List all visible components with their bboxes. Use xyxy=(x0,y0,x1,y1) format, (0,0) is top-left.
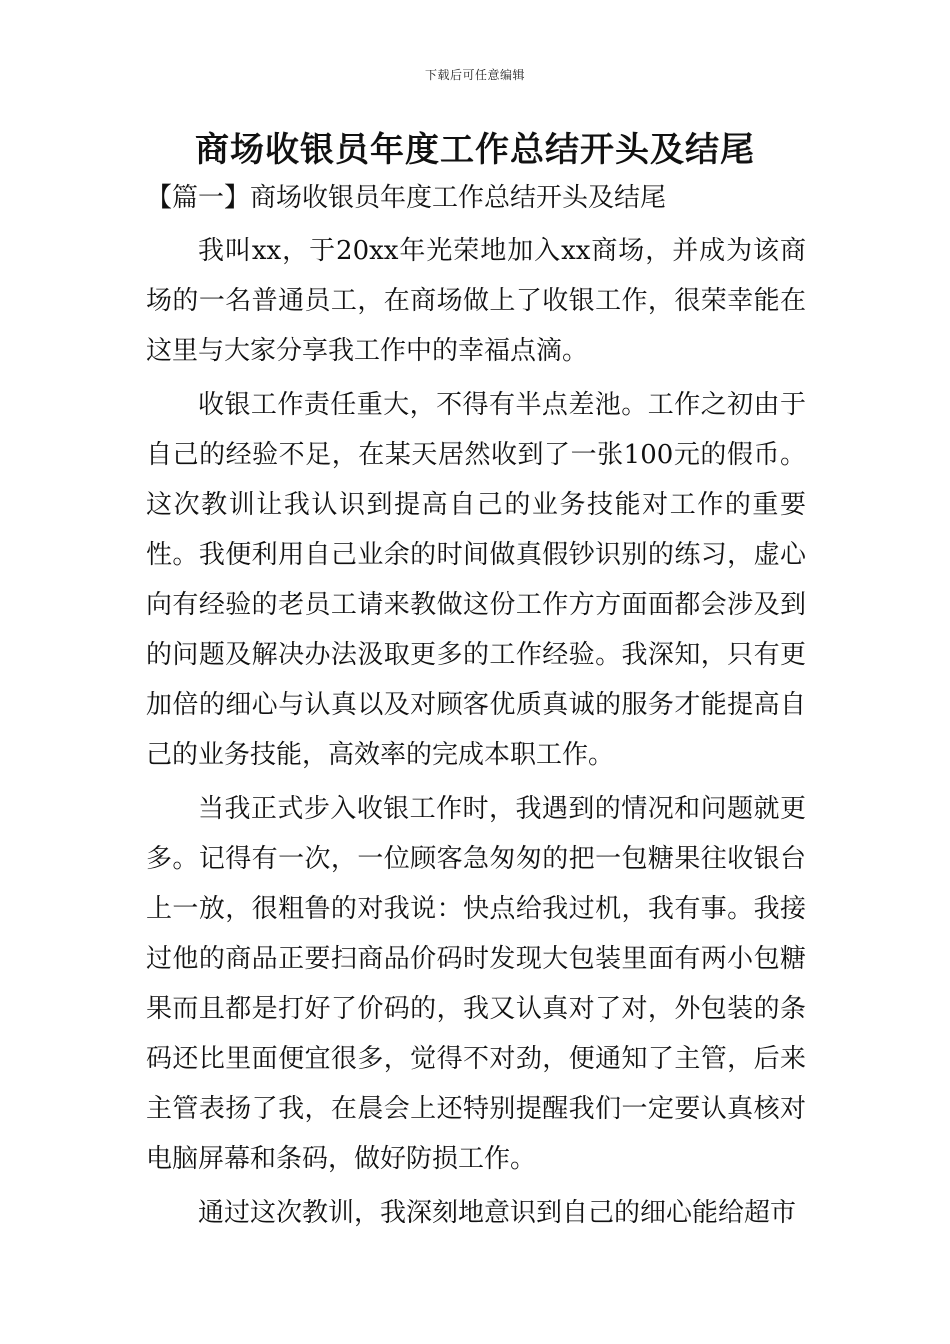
document-title: 商场收银员年度工作总结开头及结尾 xyxy=(195,130,755,170)
body-text xyxy=(146,226,806,1242)
paragraph: 通过这次教训，我深刻地意识到自己的细心能给超市 xyxy=(198,1198,797,1228)
paragraph: 我叫xx，于20xx年光荣地加入xx商场，并成为该商场的一名普通员工，在商场做上了收银工作，很荣幸能在这里与大家分享我工作中的幸福点滴。 xyxy=(146,236,806,366)
section-heading: 【篇一】商场收银员年度工作总结开头及结尾 xyxy=(146,183,667,213)
paragraph: 当我正式步入收银工作时，我遇到的情况和问题就更多。记得有一次，一位顾客急匆匆的把一包糖果往收银台上一放，很粗鲁的对我说：快点给我过机，我有事。我接过他的商品正要扫商品价码时发现大包装里面有两小包糖果而且都是打好了价码的，我又认真对了对，外包装的条码还比里面便宜很多，觉得不对劲，便通知了主管，后来主管表扬了我，在晨会上还特别提醒我们一定要认真核对电脑屏幕和条码，做好防损工作。 xyxy=(146,794,806,1174)
paragraph: 收银工作责任重大，不得有半点差池。工作之初由于自己的经验不足，在某天居然收到了一张100元的假币。这次教训让我认识到提高自己的业务技能对工作的重要性。我便利用自己业余的时间做真假钞识别的练习，虚心向有经验的老员工请来教做这份工作方方面面都会涉及到的问题及解决办法汲取更多的工作经验。我深知，只有更加倍的细心与认真以及对顾客优质真诚的服务才能提高自己的业务技能，高效率的完成本职工作。 xyxy=(146,390,806,770)
header-note: 下载后可任意编辑 xyxy=(424,68,525,82)
